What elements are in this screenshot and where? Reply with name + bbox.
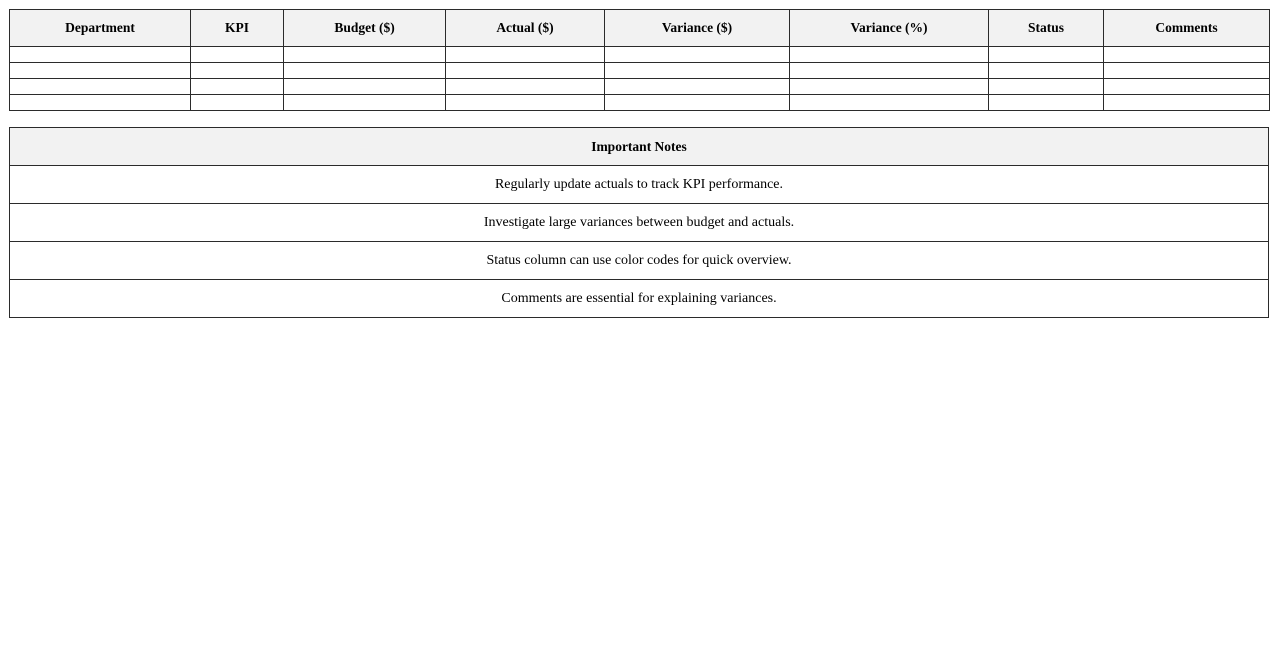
note-text[interactable]: Comments are essential for explaining variances. (10, 280, 1269, 318)
cell-status[interactable] (989, 63, 1104, 79)
cell-actual[interactable] (446, 63, 605, 79)
cell-budget[interactable] (284, 47, 446, 63)
column-header-variance-percent[interactable]: Variance (%) (790, 10, 989, 47)
cell-status[interactable] (989, 95, 1104, 111)
cell-actual[interactable] (446, 95, 605, 111)
cell-kpi[interactable] (191, 79, 284, 95)
list-item (10, 242, 1269, 280)
cell-department[interactable] (10, 63, 191, 79)
kpi-table-header-row (10, 10, 1270, 47)
column-header-variance-dollars[interactable]: Variance ($) (605, 10, 790, 47)
column-header-status[interactable]: Status (989, 10, 1104, 47)
note-text[interactable]: Status column can use color codes for quick overview. (10, 242, 1269, 280)
cell-budget[interactable] (284, 95, 446, 111)
important-notes-section (9, 127, 1269, 318)
cell-comments[interactable] (1104, 95, 1270, 111)
cell-comments[interactable] (1104, 47, 1270, 63)
cell-variance-percent[interactable] (790, 63, 989, 79)
important-notes-table (9, 127, 1269, 318)
note-text[interactable]: Regularly update actuals to track KPI performance. (10, 166, 1269, 204)
cell-status[interactable] (989, 47, 1104, 63)
notes-title: Important Notes (10, 128, 1269, 166)
table-row (10, 95, 1270, 111)
table-row (10, 47, 1270, 63)
column-header-budget[interactable]: Budget ($) (284, 10, 446, 47)
column-header-department[interactable]: Department (10, 10, 191, 47)
table-row (10, 63, 1270, 79)
cell-variance-percent[interactable] (790, 95, 989, 111)
cell-variance-percent[interactable] (790, 47, 989, 63)
table-row (10, 79, 1270, 95)
cell-variance-dollars[interactable] (605, 95, 790, 111)
cell-variance-percent[interactable] (790, 79, 989, 95)
cell-budget[interactable] (284, 79, 446, 95)
cell-kpi[interactable] (191, 95, 284, 111)
cell-actual[interactable] (446, 79, 605, 95)
cell-kpi[interactable] (191, 47, 284, 63)
cell-variance-dollars[interactable] (605, 79, 790, 95)
list-item (10, 204, 1269, 242)
column-header-kpi[interactable]: KPI (191, 10, 284, 47)
cell-kpi[interactable] (191, 63, 284, 79)
note-text[interactable]: Investigate large variances between budget and actuals. (10, 204, 1269, 242)
cell-status[interactable] (989, 79, 1104, 95)
column-header-comments[interactable]: Comments (1104, 10, 1270, 47)
cell-department[interactable] (10, 95, 191, 111)
cell-department[interactable] (10, 47, 191, 63)
column-header-actual[interactable]: Actual ($) (446, 10, 605, 47)
cell-comments[interactable] (1104, 63, 1270, 79)
cell-actual[interactable] (446, 47, 605, 63)
notes-header-row (10, 128, 1269, 166)
list-item (10, 280, 1269, 318)
list-item (10, 166, 1269, 204)
department-kpi-budget-table (9, 9, 1270, 111)
cell-variance-dollars[interactable] (605, 47, 790, 63)
cell-comments[interactable] (1104, 79, 1270, 95)
cell-department[interactable] (10, 79, 191, 95)
cell-variance-dollars[interactable] (605, 63, 790, 79)
cell-budget[interactable] (284, 63, 446, 79)
